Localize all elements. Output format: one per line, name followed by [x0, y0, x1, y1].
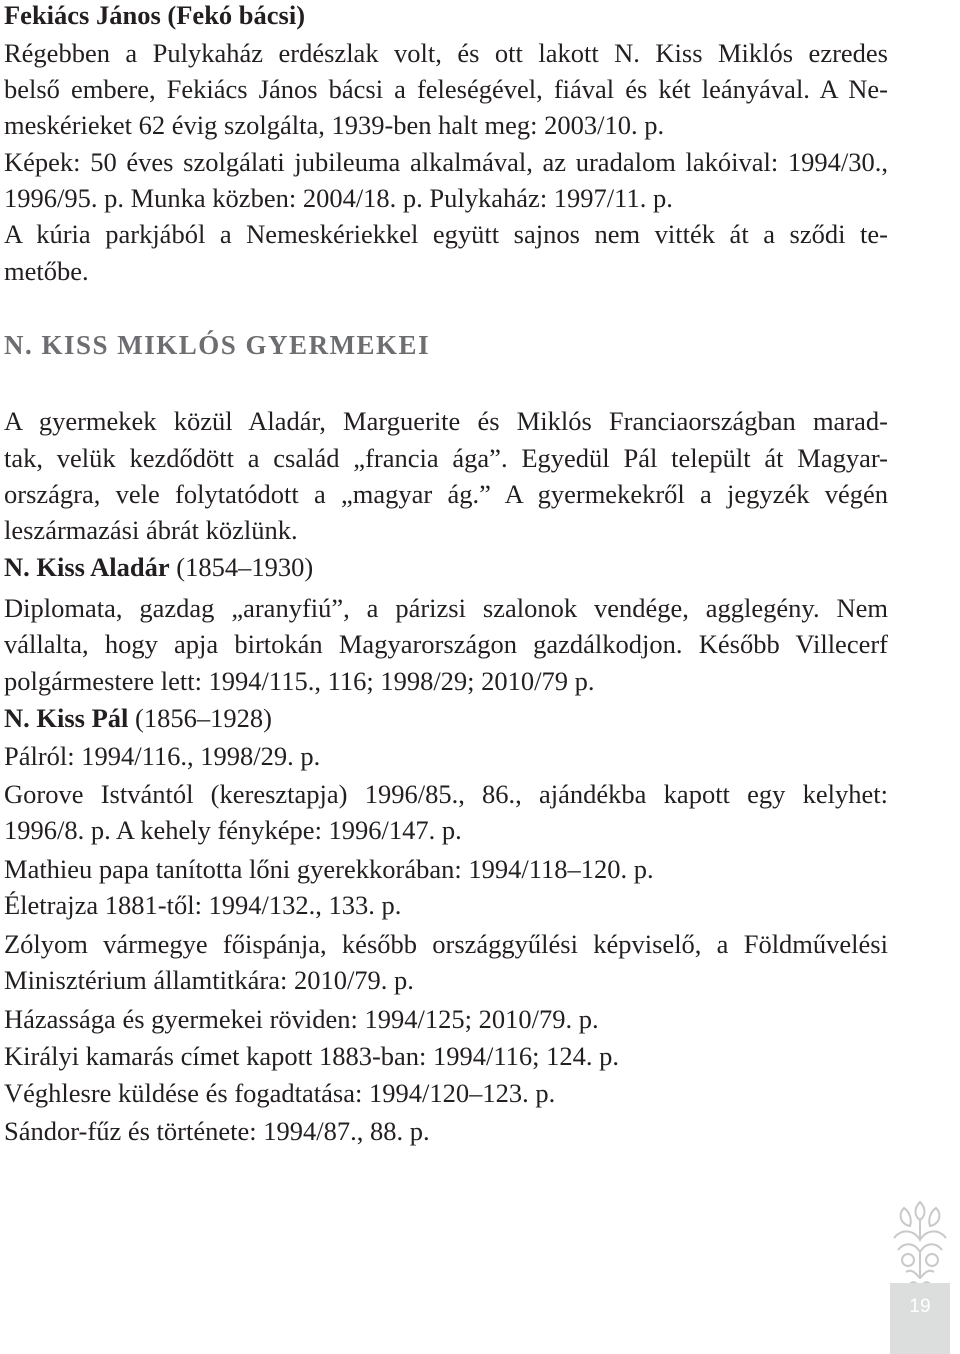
page-number: 19	[890, 1283, 950, 1354]
text-line: tak, velük kezdődött a család „francia ága”. Egyedül Pál települt át Magyar-	[4, 443, 888, 473]
text-line: Minisztérium államtitkára: 2010/79. p.	[4, 965, 414, 995]
text-line: Pálról: 1994/116., 1998/29. p.	[4, 741, 321, 771]
person-name: N. Kiss Pál	[4, 703, 129, 733]
floral-ornament-icon	[884, 1198, 956, 1294]
person-dates: (1854–1930)	[169, 552, 314, 582]
text-line: országra, vele folytatódott a „magyar ág.” A gyermekekről a jegyzék végén	[4, 479, 888, 509]
text-line: leszármazási ábrát közlünk.	[4, 515, 298, 545]
text-line: A gyermekek közül Aladár, Marguerite és Miklós Franciaországban marad-	[4, 406, 888, 436]
person-name: N. Kiss Aladár	[4, 552, 170, 582]
text-line: belső embere, Fekiács János bácsi a feleségével, fiával és két leányával. A Ne-	[4, 74, 888, 104]
text-line: Házassága és gyermekei röviden: 1994/125; 2010/79. p.	[4, 1004, 599, 1034]
text-line: Királyi kamarás címet kapott 1883-ban: 1994/116; 124. p.	[4, 1041, 620, 1071]
text-line: Mathieu papa tanította lőni gyerekkorában: 1994/118–120. p.	[4, 854, 654, 884]
person-heading-aladar	[4, 549, 313, 585]
text-line: Zólyom vármegye főispánja, később országgyűlési képviselő, a Földművelési	[4, 929, 888, 959]
text-line: 1996/8. p. A kehely fényképe: 1996/147. p.	[4, 815, 462, 845]
text-line: Sándor-fűz és története: 1994/87., 88. p.	[4, 1116, 430, 1146]
section-heading-fekiacs: Fekiács János (Fekó bácsi)	[4, 0, 306, 30]
text-line: meskérieket 62 évig szolgálta, 1939-ben halt meg: 2003/10. p.	[4, 110, 665, 140]
section-title: N. KISS MIKLÓS GYERMEKEI	[4, 330, 431, 360]
text-line: Életrajza 1881-től: 1994/132., 133. p.	[4, 890, 402, 920]
text-line: Diplomata, gazdag „aranyfiú”, a párizsi szalonok vendége, agglegény. Nem	[4, 593, 888, 623]
text-line: Véghlesre küldése és fogadtatása: 1994/120–123. p.	[4, 1078, 556, 1108]
text-line: polgármestere lett: 1994/115., 116; 1998/29; 2010/79 p.	[4, 666, 595, 696]
person-dates: (1856–1928)	[128, 703, 272, 733]
text-line: vállalta, hogy apja birtokán Magyarországon gazdálkodjon. Később Villecerf	[4, 629, 888, 659]
text-line: Régebben a Pulykaház erdészlak volt, és ott lakott N. Kiss Miklós ezredes	[4, 38, 888, 68]
text-line: Gorove Istvántól (keresztapja) 1996/85., 86., ajándékba kapott egy kelyhet:	[4, 779, 888, 809]
text-line: Képek: 50 éves szolgálati jubileuma alkalmával, az uradalom lakóival: 1994/30.,	[4, 147, 888, 177]
text-line: 1996/95. p. Munka közben: 2004/18. p. Pulykaház: 1997/11. p.	[4, 183, 673, 213]
person-heading-pal	[4, 700, 272, 736]
text-line: metőbe.	[4, 256, 89, 286]
text-line: A kúria parkjából a Nemeskériekkel együtt sajnos nem vitték át a sződi te-	[4, 219, 888, 249]
